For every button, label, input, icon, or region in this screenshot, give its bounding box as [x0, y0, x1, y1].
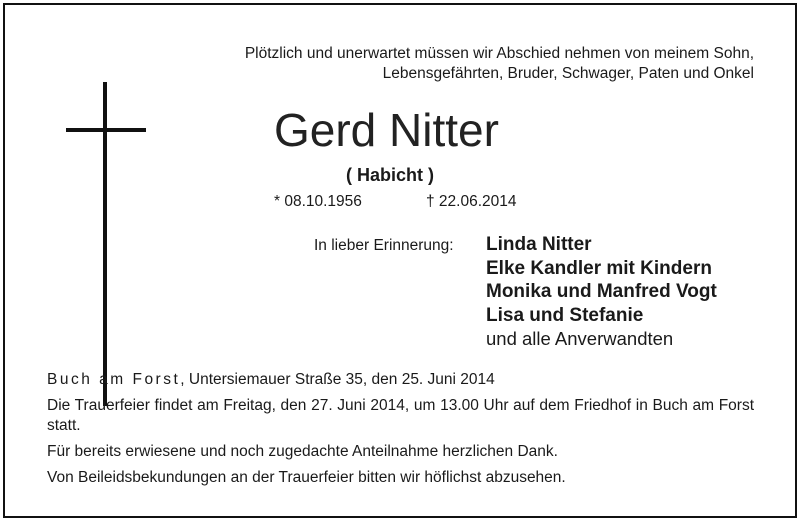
- request-text: Von Beileidsbekundungen an der Trauerfeier bitten wir höflichst abzusehen.: [47, 469, 566, 486]
- thanks-text: Für bereits erwiesene und noch zugedachte Anteilnahme herzlichen Dank.: [47, 443, 558, 460]
- death-date: † 22.06.2014: [426, 193, 517, 210]
- cross-horizontal-bar: [66, 128, 146, 132]
- intro-line-2: Lebensgefährten, Bruder, Schwager, Paten und Onkel: [382, 65, 754, 82]
- footer: [47, 370, 754, 488]
- mourners-list: [486, 233, 717, 351]
- intro-line-1: Plötzlich und unerwartet müssen wir Abschied nehmen von meinem Sohn,: [244, 45, 754, 62]
- mourner-name: Linda Nitter: [486, 234, 592, 255]
- relatives-line: und alle Anverwandten: [486, 328, 674, 349]
- mourner-name: Monika und Manfred Vogt: [486, 281, 717, 302]
- place-date-line: [47, 370, 754, 390]
- intro-text: [134, 44, 754, 84]
- ceremony-text: Die Trauerfeier findet am Freitag, den 27. Juni 2014, um 13.00 Uhr auf dem Friedhof in Buch am Forst statt.: [47, 397, 754, 434]
- mourner-name: Lisa und Stefanie: [486, 304, 644, 326]
- place-name: Buch am Forst: [47, 371, 181, 388]
- address-date: , Untersiemauer Straße 35, den 25. Juni 2014: [180, 371, 495, 388]
- deceased-nickname: ( Habicht ): [346, 165, 434, 185]
- memory-label: In lieber Erinnerung:: [314, 237, 454, 254]
- deceased-name: Gerd Nitter: [274, 104, 499, 156]
- mourner-name: Elke Kandler mit Kindern: [486, 257, 712, 279]
- birth-date: * 08.10.1956: [274, 193, 362, 210]
